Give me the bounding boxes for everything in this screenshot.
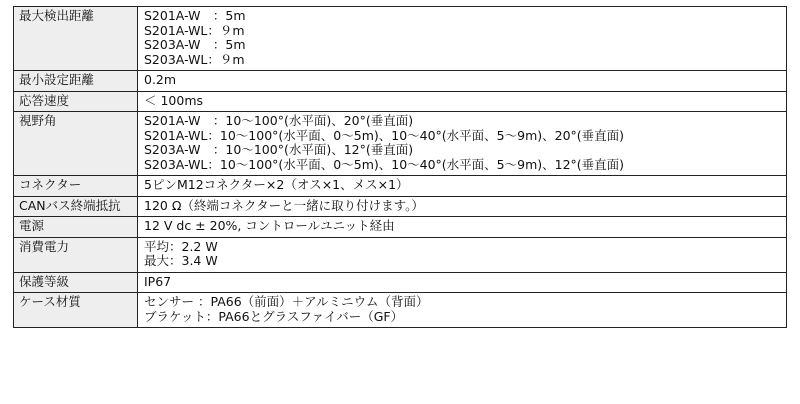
spec-value-line: 120 Ω（終端コネクターと一緒に取り付けます。） [144,197,424,213]
spec-value [138,176,787,197]
spec-row-response-time [14,91,787,112]
spec-row-power-consumption [14,237,787,272]
spec-value-line: S201A-WL：10～100°(水平面、0～5m)、10～40°(水平面、5～9m)、20°(垂直面) [144,127,625,143]
spec-value [138,71,787,92]
spec-row-max-detection-distance [14,7,787,71]
spec-value [138,237,787,272]
spec-row-protection-rating [14,272,787,293]
spec-value-line: S201A-W ：10～100°(水平面)、20°(垂直面) [144,113,414,128]
spec-table [13,6,787,328]
spec-row-min-setting-distance [14,71,787,92]
spec-row-can-termination [14,196,787,217]
spec-value [138,217,787,238]
spec-label: コネクター [14,176,138,197]
spec-row-case-material [14,293,787,328]
spec-row-connector [14,176,787,197]
spec-value-line: ブラケット：PA66とグラスファイバー（GF） [144,308,404,324]
spec-value [138,91,787,112]
spec-value-line: IP67 [144,273,172,289]
spec-value-line: S201A-W ：5m [144,8,246,23]
spec-value-line: 0.2m [144,72,177,87]
spec-value-line: ＜ 100ms [144,92,204,108]
spec-row-power-supply [14,217,787,238]
spec-value-line: 最大：3.4 W [144,253,218,268]
spec-value [138,7,787,71]
spec-label: ケース材質 [14,293,138,328]
spec-value-line: センサー ：PA66（前面）＋アルミニウム（背面） [144,294,429,309]
spec-label: 保護等級 [14,272,138,293]
spec-value-line: S201A-WL：９m [144,22,245,38]
spec-value [138,196,787,217]
spec-value-line: S203A-WL：10～100°(水平面、0～5m)、10～40°(水平面、5～9m)、12°(垂直面) [144,156,625,172]
spec-value-line: 5ピンM12コネクター×2（オス×1、メス×1） [144,177,409,192]
spec-value [138,112,787,176]
spec-value-line: S203A-W ：10～100°(水平面)、12°(垂直面) [144,142,414,157]
spec-label: CANバス終端抵抗 [14,196,138,217]
spec-value-line: 平均：2.2 W [144,238,218,254]
spec-value-line: 12 V dc ± 20%, コントロールユニット経由 [144,218,395,233]
spec-label: 視野角 [14,112,138,176]
spec-label: 消費電力 [14,237,138,272]
spec-value [138,272,787,293]
spec-label: 応答速度 [14,91,138,112]
spec-row-field-of-view [14,112,787,176]
spec-label: 電源 [14,217,138,238]
spec-value-line: S203A-WL：９m [144,51,245,67]
spec-label: 最小設定距離 [14,71,138,92]
spec-value-line: S203A-W ：5m [144,37,246,52]
spec-value [138,293,787,328]
spec-label: 最大検出距離 [14,7,138,71]
